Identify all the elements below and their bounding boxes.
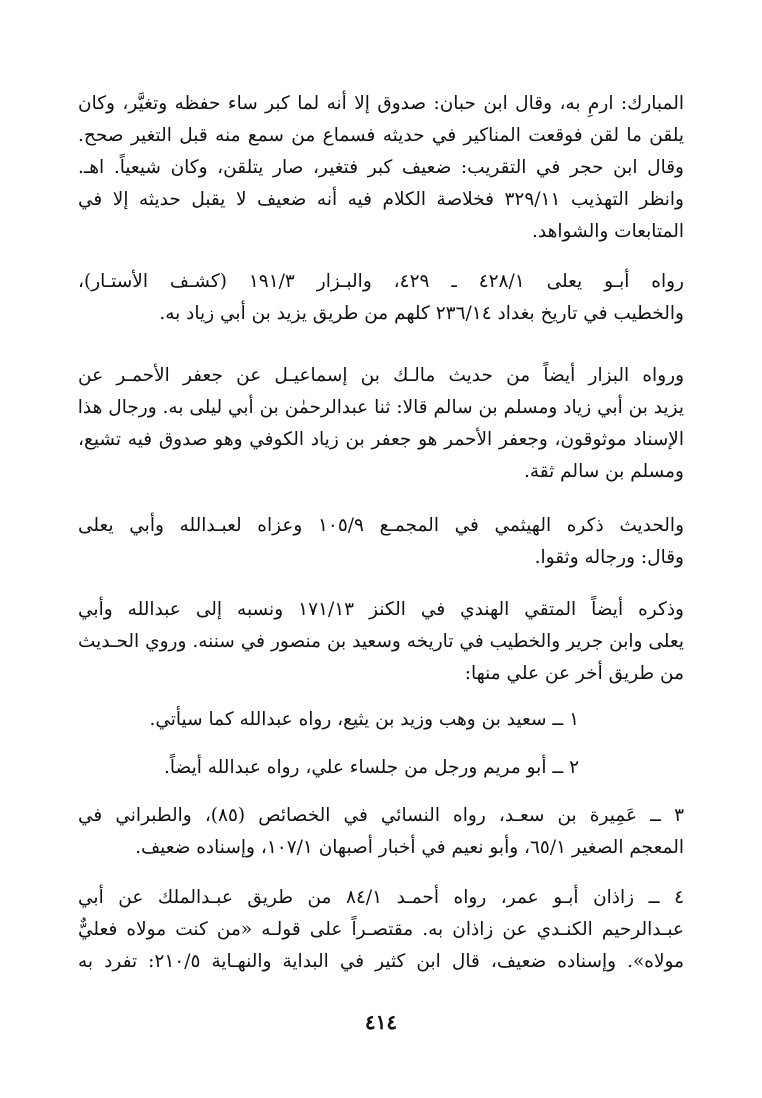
text-line: وانظر التهذيب ٣٢٩/١١ فخلاصة الكلام فيه أنه ضعيف لا يقبل حديثه إلا في	[78, 189, 684, 210]
text-line: ومسلم بن سالم ثقة.	[523, 461, 684, 482]
text-line: ٤ ــ زاذان أبـو عمر، رواه أحمـد ٨٤/١ من طريق عبـدالملك عن أبي	[78, 887, 684, 908]
text-line: عبـدالرحيم الكنـدي عن زاذان به. مقتصـراً على قولـه «من كنت مولاه فعليٌّ	[78, 919, 684, 940]
text-line: والخطيب في تاريخ بغداد ٢٣٦/١٤ كلهم من طريق يزيد بن أبي زياد به.	[159, 303, 684, 324]
text-line: ٣ ــ عَمِيرة بن سعـد، رواه النسائي في الخصائص (٨٥)، والطبراني في	[78, 805, 684, 826]
list-item-text: ١ ــ سعيد بن وهب وزيد بن يثيع، رواه عبدالله كما سيأتي.	[149, 709, 579, 730]
paragraph-bazzar-chain	[78, 360, 684, 488]
paragraph-zadhan	[78, 882, 684, 978]
text-line: يعلى وابن جرير والخطيب في تاريخه وسعيد بن منصور في سننه. وروي الحـديث	[78, 631, 684, 652]
text-line: وقال: ورجاله وثقوا.	[534, 547, 684, 568]
text-line: وقال ابن حجر في التقريب: ضعيف كبر فتغير، صار يتلقن، وكان شيعياً. اهـ.	[78, 157, 684, 178]
text-line: رواه أبـو يعلى ٤٢٨/١ ـ ٤٢٩، والبـزار ١٩١/٣ (كشـف الأستـار)،	[78, 271, 684, 292]
text-line: المعجم الصغير ٦٥/١، وأبو نعيم في أخبار أصبهان ١٠٧/١، وإسناده ضعيف.	[135, 837, 684, 858]
paragraph-amira	[78, 800, 684, 864]
text-line: يلقن ما لقن فوقعت المناكير في حديثه فسماع من سمع منه قبل التغير صحح.	[78, 125, 684, 146]
text-line: الإسناد موثوقون، وجعفر الأحمر هو جعفر بن زياد الكوفي وهو صدوق فيه تشيع،	[78, 429, 684, 450]
paragraph-haythami	[78, 510, 684, 574]
text-line: مولاه». وإسناده ضعيف، قال ابن كثير في البداية والنهـاية ٢١٠/٥: تفرد به	[78, 951, 684, 972]
paragraph-sources	[78, 266, 684, 330]
text-line: المبارك: ارمِ به، وقال ابن حبان: صدوق إلا أنه لما كبر ساء حفظه وتغيَّر، وكان	[78, 93, 684, 114]
list-item	[78, 704, 684, 736]
text-line: ورواه البزار أيضاً من حديث مالـك بن إسماعيـل عن جعفر الأحمـر عن	[78, 365, 684, 386]
list-item-text: ٢ ــ أبو مريم ورجل من جلساء علي، رواه عبدالله أيضاً.	[164, 757, 579, 778]
paragraph-muttaqi	[78, 594, 684, 690]
page-number: ٤١٤	[364, 1010, 398, 1034]
text-line: من طريق أخر عن علي منها:	[464, 663, 684, 684]
text-line: والحديث ذكره الهيثمي في المجمـع ١٠٥/٩ وعزاه لعبـدالله وأبي يعلى	[78, 515, 684, 536]
paragraph-narrator-assessment	[78, 88, 684, 248]
text-line: يزيد بن أبي زياد ومسلم بن سالم قالا: ثنا عبدالرحمٰن بن أبي ليلى به. ورجال هذا	[78, 397, 684, 418]
text-line: المتابعات والشواهد.	[532, 221, 684, 242]
list-item	[78, 752, 684, 784]
text-line: وذكره أيضاً المتقي الهندي في الكنز ١٧١/١٣ ونسبه إلى عبدالله وأبي	[78, 599, 684, 620]
